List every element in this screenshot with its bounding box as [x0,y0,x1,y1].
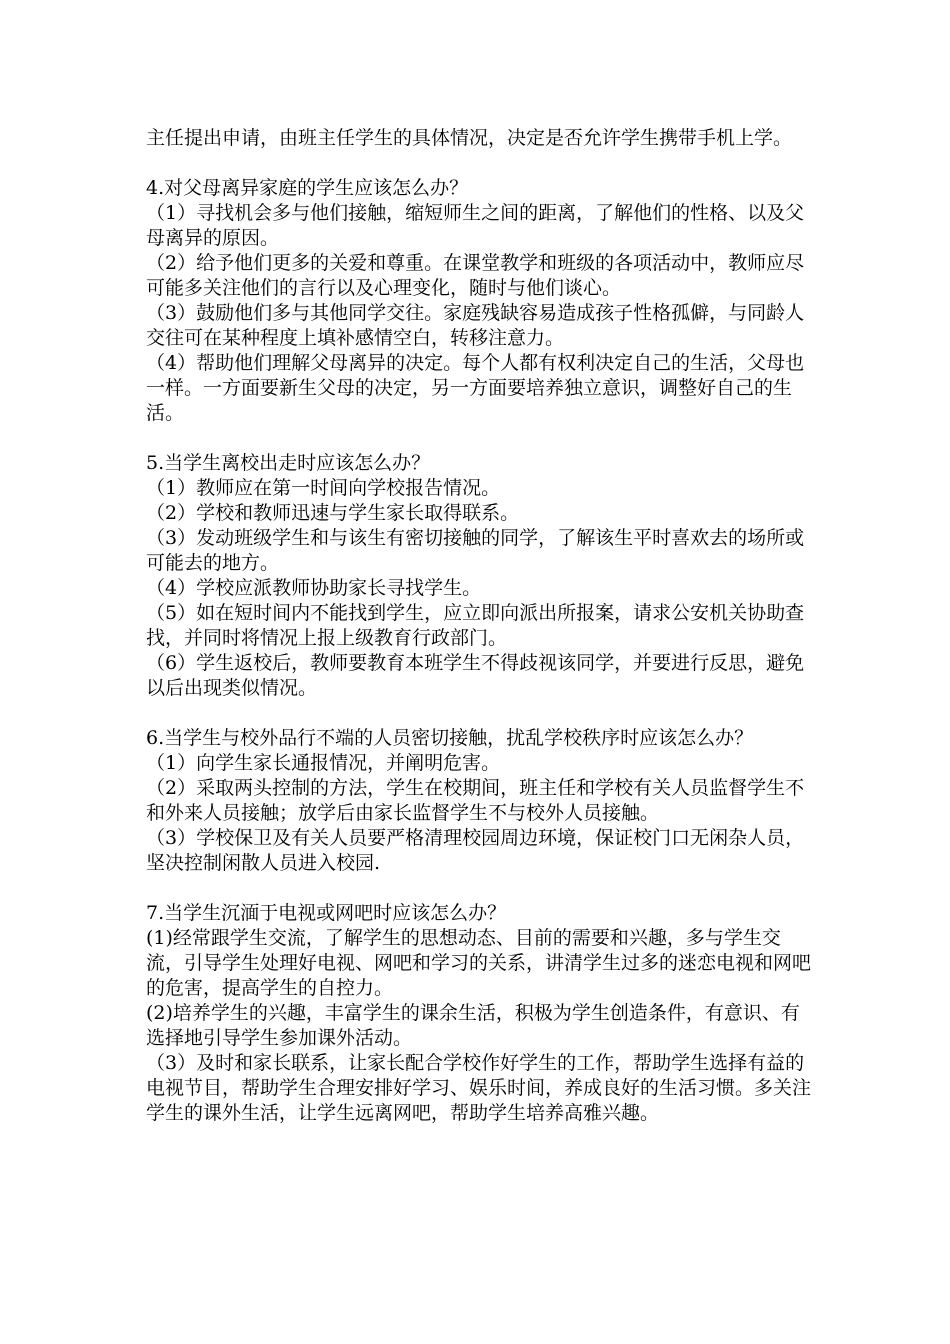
list-item: （3）及时和家长联系，让家长配合学校作好学生的工作，帮助学生选择有益的电视节目，帮助学生合理安排好学习、娱乐时间，养成良好的生活习惯。多关注学生的课外生活，让学生远离网吧，帮助学生培养高雅兴趣。 [146,1052,812,1124]
list-item: （6）学生返校后，教师要教育本班学生不得歧视该同学，并要进行反思，避免以后出现类似情况。 [146,652,805,699]
list-item: （1）向学生家长通报情况，并阐明危害。 [146,752,501,774]
document-page [146,126,818,1126]
list-item: （3）学校保卫及有关人员要严格清理校园周边环境，保证校门口无闲杂人员，坚决控制闲散人员进入校园. [146,827,805,874]
list-item: （1）教师应在第一时间向学校报告情况。 [146,477,501,499]
list-item: （4）学校应派教师协助家长寻找学生。 [146,577,482,599]
list-item: (1)经常跟学生交流，了解学生的思想动态、目前的需要和兴趣，多与学生交流，引导学生处理好电视、网吧和学习的关系，讲清学生过多的迷恋电视和网吧的危害，提高学生的自控力。 [146,927,812,999]
list-item: （2）给予他们更多的关爱和尊重。在课堂教学和班级的各项活动中，教师应尽可能多关注他们的言行以及心理变化，随时与他们谈心。 [146,252,805,299]
intro-paragraph: 主任提出申请，由班主任学生的具体情况，决定是否允许学生携带手机上学。 [146,127,793,149]
spacer [146,701,818,726]
section-heading: 6.当学生与校外品行不端的人员密切接触，扰乱学校秩序时应该怎么办？ [146,727,754,749]
spacer [146,876,818,901]
section-7 [146,901,818,1126]
section-4 [146,176,818,426]
list-item: （2）采取两头控制的方法，学生在校期间，班主任和学校有关人员监督学生不和外来人员接触；放学后由家长监督学生不与校外人员接触。 [146,777,805,824]
section-5 [146,451,818,701]
section-heading: 7.当学生沉湎于电视或网吧时应该怎么办？ [146,902,507,924]
list-item: （3）发动班级学生和与该生有密切接触的同学，了解该生平时喜欢去的场所或可能去的地方。 [146,527,805,574]
section-heading: 4.对父母离异家庭的学生应该怎么办？ [146,177,469,199]
list-item: (2)培养学生的兴趣，丰富学生的课余生活，积极为学生创造条件，有意识、有选择地引导学生参加课外活动。 [146,1002,800,1049]
list-item: （1）寻找机会多与他们接触，缩短师生之间的距离，了解他们的性格、以及父母离异的原因。 [146,202,805,249]
list-item: （3）鼓励他们多与其他同学交往。家庭残缺容易造成孩子性格孤僻，与同龄人交往可在某种程度上填补感情空白，转移注意力。 [146,302,805,349]
spacer [146,151,818,176]
list-item: （5）如在短时间内不能找到学生，应立即向派出所报案，请求公安机关协助查找，并同时将情况上报上级教育行政部门。 [146,602,805,649]
section-6 [146,726,818,876]
spacer [146,426,818,451]
list-item: （2）学校和教师迅速与学生家长取得联系。 [146,502,520,524]
list-item: （4）帮助他们理解父母离异的决定。每个人都有权利决定自己的生活，父母也一样。一方面要新生父母的决定，另一方面要培养独立意识，调整好自己的生活。 [146,352,805,424]
section-heading: 5.当学生离校出走时应该怎么办？ [146,452,431,474]
